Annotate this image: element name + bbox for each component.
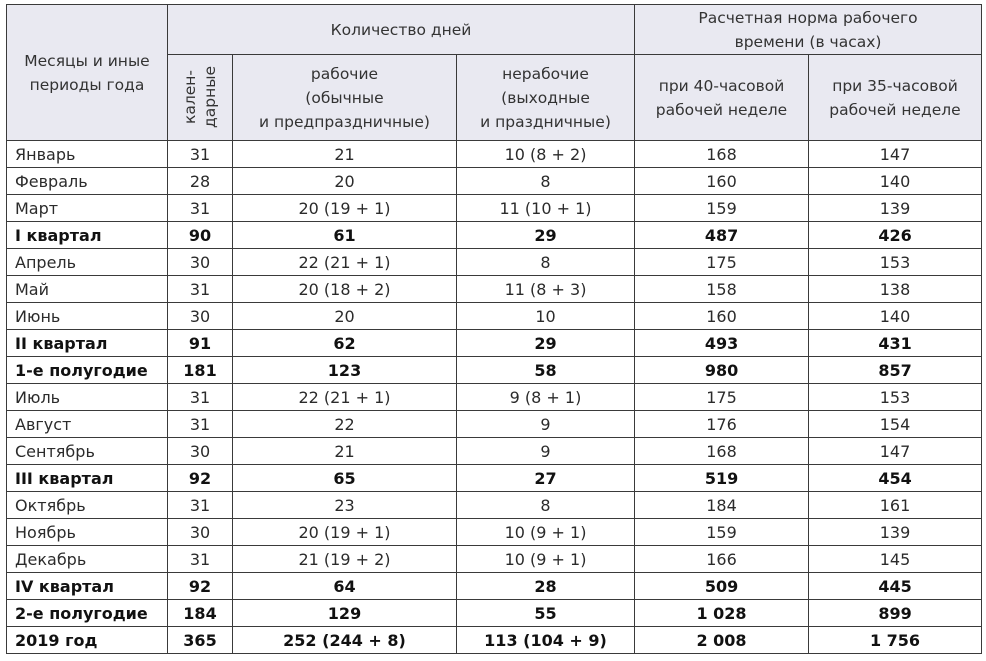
norm-40h-header: при 40-часовой рабочей неделе (635, 55, 809, 141)
table-row (7, 303, 982, 330)
nonworking-header-line1: нерабочие (502, 64, 589, 83)
period-name: Январь (7, 141, 168, 168)
period-name: Апрель (7, 249, 168, 276)
norm-40h: 168 (635, 438, 809, 465)
table-row (7, 330, 982, 357)
period-name: III квартал (7, 465, 168, 492)
period-name: II квартал (7, 330, 168, 357)
period-name: Март (7, 195, 168, 222)
calendar-days: 91 (168, 330, 233, 357)
norm-35h: 139 (809, 195, 982, 222)
norm-group-header: Расчетная норма рабочего времени (в часах) (635, 5, 982, 55)
table-row (7, 492, 982, 519)
days-group-header: Количество дней (168, 5, 635, 55)
norm-40h: 168 (635, 141, 809, 168)
nonworking-days: 27 (457, 465, 635, 492)
calendar-days-header (168, 55, 233, 141)
norm-35h: 454 (809, 465, 982, 492)
norm-35h: 147 (809, 141, 982, 168)
calendar-days: 181 (168, 357, 233, 384)
calendar-days: 92 (168, 465, 233, 492)
norm-40h: 176 (635, 411, 809, 438)
period-name: Декабрь (7, 546, 168, 573)
nonworking-days: 10 (457, 303, 635, 330)
norm-35h: 139 (809, 519, 982, 546)
working-days: 20 (233, 303, 457, 330)
nonworking-days: 8 (457, 168, 635, 195)
table-body (7, 141, 982, 654)
period-name: Август (7, 411, 168, 438)
calendar-days: 31 (168, 276, 233, 303)
calendar-days: 30 (168, 519, 233, 546)
period-name: Июнь (7, 303, 168, 330)
period-name: Октябрь (7, 492, 168, 519)
period-name: 1-е полугодие (7, 357, 168, 384)
calendar-days: 30 (168, 438, 233, 465)
calendar-header-line1: кален- (181, 69, 199, 124)
working-days: 129 (233, 600, 457, 627)
nonworking-days: 11 (10 + 1) (457, 195, 635, 222)
working-days: 20 (233, 168, 457, 195)
nonworking-days: 29 (457, 222, 635, 249)
table-row (7, 573, 982, 600)
nonworking-days: 10 (9 + 1) (457, 519, 635, 546)
nonworking-header-line2: (выходные (501, 88, 590, 107)
working-days: 20 (19 + 1) (233, 195, 457, 222)
nonworking-days-header (457, 55, 635, 141)
norm-35h: 140 (809, 303, 982, 330)
norm-35h: 899 (809, 600, 982, 627)
calendar-days: 31 (168, 141, 233, 168)
period-name: I квартал (7, 222, 168, 249)
calendar-days: 30 (168, 249, 233, 276)
table-row (7, 411, 982, 438)
norm-35h: 145 (809, 546, 982, 573)
nonworking-days: 10 (9 + 1) (457, 546, 635, 573)
norm-35h: 153 (809, 249, 982, 276)
nonworking-days: 9 (457, 438, 635, 465)
calendar-days: 31 (168, 492, 233, 519)
period-name: IV квартал (7, 573, 168, 600)
table-row (7, 519, 982, 546)
working-days: 20 (19 + 1) (233, 519, 457, 546)
calendar-days: 28 (168, 168, 233, 195)
norm-40h: 159 (635, 519, 809, 546)
period-name: Февраль (7, 168, 168, 195)
working-days: 62 (233, 330, 457, 357)
table-row (7, 276, 982, 303)
norm-40h: 159 (635, 195, 809, 222)
nonworking-days: 9 (457, 411, 635, 438)
working-days: 22 (21 + 1) (233, 249, 457, 276)
norm-40h: 160 (635, 168, 809, 195)
norm-40h: 980 (635, 357, 809, 384)
working-header-line1: рабочие (310, 64, 379, 83)
nonworking-days: 58 (457, 357, 635, 384)
norm-35h-header: при 35-часовой рабочей неделе (809, 55, 982, 141)
norm-35h: 154 (809, 411, 982, 438)
nonworking-days: 28 (457, 573, 635, 600)
period-header: Месяцы и иные периоды года (7, 5, 168, 141)
working-time-table (6, 4, 982, 654)
working-days-header (233, 55, 457, 141)
norm-40h: 158 (635, 276, 809, 303)
norm-40h: 184 (635, 492, 809, 519)
period-name: Ноябрь (7, 519, 168, 546)
working-header-line3: и предпраздничные) (259, 112, 430, 131)
working-days: 23 (233, 492, 457, 519)
table-row (7, 465, 982, 492)
period-name: 2019 год (7, 627, 168, 654)
calendar-days: 31 (168, 546, 233, 573)
calendar-days: 90 (168, 222, 233, 249)
table-row (7, 168, 982, 195)
table-row (7, 384, 982, 411)
table-row (7, 141, 982, 168)
calendar-days: 184 (168, 600, 233, 627)
table-row (7, 627, 982, 654)
working-days: 22 (21 + 1) (233, 384, 457, 411)
calendar-days: 92 (168, 573, 233, 600)
nonworking-days: 11 (8 + 3) (457, 276, 635, 303)
table-row (7, 357, 982, 384)
norm-35h: 426 (809, 222, 982, 249)
working-days: 21 (233, 141, 457, 168)
nonworking-days: 29 (457, 330, 635, 357)
nonworking-days: 8 (457, 249, 635, 276)
norm-40h: 2 008 (635, 627, 809, 654)
working-days: 123 (233, 357, 457, 384)
working-days: 64 (233, 573, 457, 600)
working-days: 21 (233, 438, 457, 465)
norm-40h: 487 (635, 222, 809, 249)
calendar-days: 30 (168, 303, 233, 330)
working-days: 61 (233, 222, 457, 249)
nonworking-days: 113 (104 + 9) (457, 627, 635, 654)
nonworking-days: 10 (8 + 2) (457, 141, 635, 168)
calendar-days: 31 (168, 411, 233, 438)
norm-40h: 509 (635, 573, 809, 600)
calendar-days: 365 (168, 627, 233, 654)
working-days: 20 (18 + 2) (233, 276, 457, 303)
norm-40h: 166 (635, 546, 809, 573)
norm-35h: 161 (809, 492, 982, 519)
nonworking-header-line3: и праздничные) (480, 112, 611, 131)
table-row (7, 195, 982, 222)
period-name: Сентябрь (7, 438, 168, 465)
norm-35h: 153 (809, 384, 982, 411)
norm-35h: 147 (809, 438, 982, 465)
norm-40h: 493 (635, 330, 809, 357)
norm-35h: 138 (809, 276, 982, 303)
period-name: 2-е полугодие (7, 600, 168, 627)
norm-40h: 519 (635, 465, 809, 492)
nonworking-days: 55 (457, 600, 635, 627)
calendar-header-line2: дарные (201, 65, 219, 128)
norm-35h: 431 (809, 330, 982, 357)
norm-40h: 1 028 (635, 600, 809, 627)
table-row (7, 249, 982, 276)
table-row (7, 546, 982, 573)
calendar-days: 31 (168, 384, 233, 411)
norm-35h: 140 (809, 168, 982, 195)
norm-40h: 160 (635, 303, 809, 330)
calendar-days: 31 (168, 195, 233, 222)
norm-40h: 175 (635, 384, 809, 411)
norm-35h: 1 756 (809, 627, 982, 654)
table-row (7, 438, 982, 465)
period-name: Июль (7, 384, 168, 411)
nonworking-days: 8 (457, 492, 635, 519)
norm-35h: 857 (809, 357, 982, 384)
working-days: 65 (233, 465, 457, 492)
working-days: 21 (19 + 2) (233, 546, 457, 573)
table-row (7, 222, 982, 249)
table-row (7, 600, 982, 627)
norm-35h: 445 (809, 573, 982, 600)
period-name: Май (7, 276, 168, 303)
working-days: 252 (244 + 8) (233, 627, 457, 654)
norm-40h: 175 (635, 249, 809, 276)
working-days: 22 (233, 411, 457, 438)
nonworking-days: 9 (8 + 1) (457, 384, 635, 411)
working-header-line2: (обычные (305, 88, 384, 107)
